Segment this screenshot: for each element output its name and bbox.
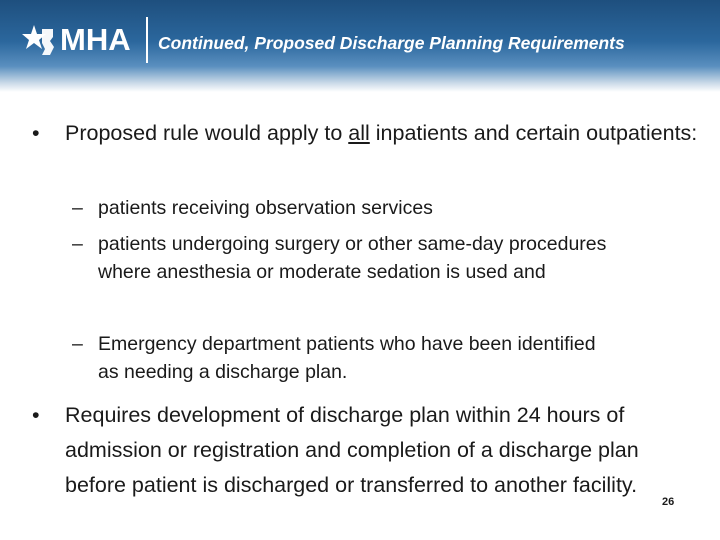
page-number: 26 <box>662 496 675 508</box>
sub-item <box>72 230 692 286</box>
dash-marker: – <box>72 333 83 355</box>
bullet-text <box>65 118 702 149</box>
sub-item-text: Emergency department patients who have been identified as needing a discharge plan. <box>98 333 596 383</box>
sub-item-text: patients receiving observation services <box>98 197 433 219</box>
dash-marker: – <box>72 233 83 255</box>
logo-text: MHA <box>60 22 131 57</box>
bullet-marker: • <box>32 403 40 427</box>
bullet-item <box>32 398 702 503</box>
header-divider <box>146 17 148 63</box>
sub-item <box>72 194 692 222</box>
header-banner <box>0 0 720 92</box>
bullet-text: Requires development of discharge plan within 24 hours of admission or registration and completion of a discharge plan before patient is discharged or transferred to another facility. <box>65 403 639 497</box>
bullet-marker: • <box>32 121 40 145</box>
sub-item-text: patients undergoing surgery or other same-day procedures where anesthesia or moderate sedation is used and <box>98 233 607 283</box>
dash-marker: – <box>72 197 83 219</box>
bullet-item <box>32 118 702 149</box>
bullet-text-emphasis: all <box>348 121 370 145</box>
star-map-icon <box>20 23 56 57</box>
sub-item <box>72 330 692 386</box>
bullet-text-before: Proposed rule would apply to <box>65 121 349 145</box>
page-title: Continued, Proposed Discharge Planning Requirements <box>158 33 625 53</box>
logo <box>20 20 131 60</box>
bullet-text-after: inpatients and certain outpatients: <box>369 121 698 145</box>
